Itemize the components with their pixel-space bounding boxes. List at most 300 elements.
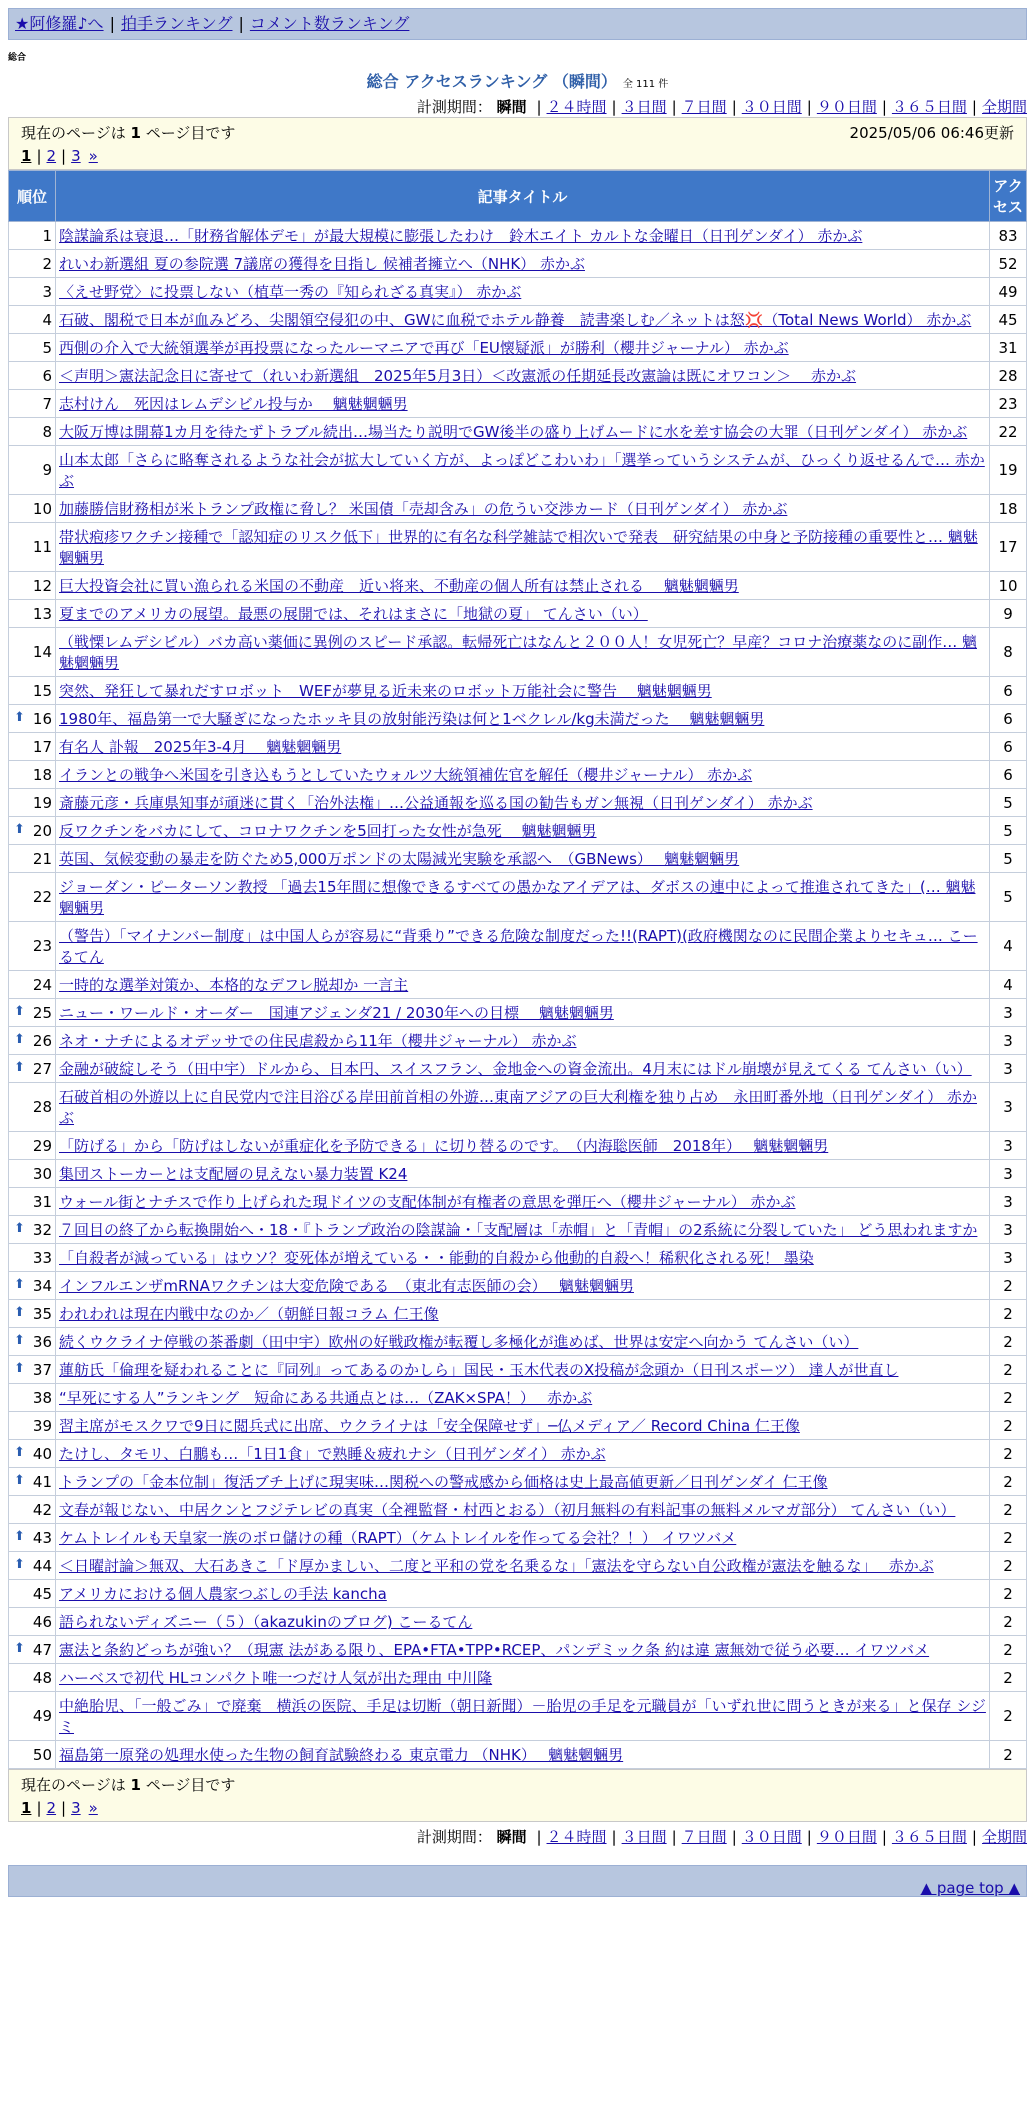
table-row: [9, 1328, 1027, 1356]
article-title-link[interactable]: 突然、発狂して暴れだすロボット WEFが夢見る近未来のロボット万能社会に警告 魑魅魍魎男: [59, 682, 712, 700]
rank-number: 22: [32, 888, 52, 906]
period-current: 瞬間: [496, 98, 527, 116]
rank-cell: [9, 1636, 56, 1664]
page-status: [21, 122, 235, 143]
rank-number: 27: [32, 1059, 52, 1078]
rank-cell: [9, 1244, 56, 1272]
table-row: [9, 1272, 1027, 1300]
access-count: 3: [990, 1244, 1027, 1272]
rank-up-arrow-icon: ⬆: [14, 1528, 25, 1544]
rank-cell: [9, 1552, 56, 1580]
header-access: アクセス: [990, 171, 1027, 222]
title-cell: [56, 250, 990, 278]
title-cell: [56, 600, 990, 628]
title-cell: [56, 446, 990, 495]
page-status-number: 1: [130, 1776, 141, 1794]
page-status: [21, 1774, 235, 1795]
article-title-link[interactable]: 石破、閣税で日本が血みどろ、尖閣領空侵犯の中、GWに血税でホテル静養 読書楽しむ／ネットは怒💢（Total News World） 赤かぶ: [59, 311, 972, 329]
rank-number: 11: [32, 538, 52, 556]
rank-number: 38: [32, 1388, 52, 1407]
rank-number: 29: [32, 1136, 52, 1155]
period-link[interactable]: ２４時間: [546, 1828, 607, 1846]
article-title-link[interactable]: たけし、タモリ、白鵬も…「1日1食」で熟睡＆疲れナシ（日刊ゲンダイ） 赤かぶ: [59, 1445, 606, 1463]
title-cell: [56, 628, 990, 677]
period-selector-bottom: [8, 1826, 1027, 1847]
access-count: 6: [990, 677, 1027, 705]
article-title-link[interactable]: イランとの戦争へ米国を引き込もうとしていたウォルツ大統領補佐官を解任（櫻井ジャーナル） 赤かぶ: [59, 766, 753, 784]
article-title-link[interactable]: ケムトレイルも天皇家一族のボロ儲けの種（RAPT）（ケムトレイルを作ってる会社？！） イワツバメ: [59, 1529, 737, 1547]
title-cell: [56, 1300, 990, 1328]
access-count: 22: [990, 418, 1027, 446]
page-status-prefix: 現在のページは: [21, 1776, 126, 1794]
access-count: 2: [990, 1412, 1027, 1440]
period-label: 計測期間：: [416, 98, 492, 116]
rank-cell: [9, 1328, 56, 1356]
rank-cell: [9, 1083, 56, 1132]
access-count: 31: [990, 334, 1027, 362]
period-link[interactable]: ３０日間: [741, 98, 802, 116]
title-cell: [56, 1356, 990, 1384]
rank-cell: [9, 1692, 56, 1741]
table-row: [9, 495, 1027, 523]
ranking-table: [8, 170, 1027, 1769]
article-title-link[interactable]: 有名人 訃報 2025年3-4月 魑魅魍魎男: [59, 738, 342, 756]
rank-number: 20: [32, 821, 52, 840]
rank-up-arrow-icon: ⬆: [14, 1220, 25, 1236]
title-cell: [56, 390, 990, 418]
article-title-link[interactable]: ニュー・ワールド・オーダー 国連アジェンダ21 / 2030年への目標 魑魅魍魎男: [59, 1004, 614, 1022]
article-title-link[interactable]: ジョーダン・ピーターソン教授 「過去15年間に想像できるすべての愚かなアイデアは、ダボスの連中によって推進されてきた」(… 魑魅魍魎男: [59, 878, 976, 917]
access-count: 5: [990, 789, 1027, 817]
title-cell: [56, 1692, 990, 1741]
article-title-link[interactable]: 蓮舫氏「倫理を疑われることに『同列』ってあるのかしら」国民・玉木代表のX投稿が念頭か（日刊スポーツ） 達人が世直し: [59, 1361, 899, 1379]
access-count: 2: [990, 1552, 1027, 1580]
title-cell: [56, 1468, 990, 1496]
rank-number: 32: [32, 1220, 52, 1239]
table-row: [9, 334, 1027, 362]
rank-cell: [9, 1216, 56, 1244]
access-count: 9: [990, 600, 1027, 628]
rank-up-arrow-icon: ⬆: [14, 1640, 25, 1656]
access-count: 23: [990, 390, 1027, 418]
period-separator: |: [971, 98, 977, 116]
article-title-link[interactable]: 反ワクチンをバカにして、コロナワクチンを5回打った女性が急死 魑魅魍魎男: [59, 822, 597, 840]
table-row: [9, 1412, 1027, 1440]
rank-number: 9: [42, 461, 52, 479]
rank-number: 14: [32, 643, 52, 661]
rank-cell: [9, 1580, 56, 1608]
table-row: [9, 789, 1027, 817]
article-title-link[interactable]: 文春が報じない、中居クンとフジテレビの真実（全裡監督・村西とおる）（初月無料の有料記事の無料メルマガ部分） てんさい（い）: [59, 1501, 956, 1519]
title-cell: [56, 1160, 990, 1188]
rank-number: 18: [32, 765, 52, 784]
table-row: [9, 362, 1027, 390]
article-title-link[interactable]: 憲法と条約どっちが強い？（現憲 法がある限り、EPA•FTA•TPP•RCEP、パンデミック条 約は違 憲無効で従う必要… イワツバメ: [59, 1641, 930, 1659]
table-row: [9, 523, 1027, 572]
access-count: 18: [990, 495, 1027, 523]
pager-current: 1: [21, 147, 32, 165]
table-row: [9, 1384, 1027, 1412]
rank-cell: [9, 1412, 56, 1440]
article-title-link[interactable]: ＜日曜討論＞無双、大石あきこ「ド厚かましい、二度と平和の党を名乗るな」「憲法を守らない自公政権が憲法を触るな」 赤かぶ: [59, 1557, 934, 1575]
rank-number: 10: [32, 499, 52, 518]
rank-up-arrow-icon: ⬆: [14, 821, 25, 837]
article-title-link[interactable]: 陰謀論系は衰退…「財務省解体デモ」が最大規模に膨張したわけ 鈴木エイト カルトな金曜日（日刊ゲンダイ） 赤かぶ: [59, 227, 863, 245]
rank-number: 42: [32, 1500, 52, 1519]
title-cell: [56, 1188, 990, 1216]
rank-number: 35: [32, 1304, 52, 1323]
access-count: 6: [990, 761, 1027, 789]
title-cell: [56, 222, 990, 250]
pager-link[interactable]: 3: [71, 147, 81, 165]
access-count: 2: [990, 1524, 1027, 1552]
article-title-link[interactable]: 続くウクライナ停戦の茶番劇（田中宇）欧州の好戦政権が転覆し多極化が進めば、世界は安定へ向かう てんさい（い）: [59, 1333, 859, 1351]
access-count: 5: [990, 873, 1027, 922]
pager-link[interactable]: »: [88, 147, 98, 165]
rank-cell: [9, 1384, 56, 1412]
article-title-link[interactable]: 西側の介入で大統領選挙が再投票になったルーマニアで再び「EU懐疑派」が勝利（櫻井ジャーナル） 赤かぶ: [59, 339, 789, 357]
period-link[interactable]: 全期間: [981, 1828, 1027, 1846]
table-row: [9, 873, 1027, 922]
title-cell: [56, 1741, 990, 1769]
period-separator: |: [806, 1828, 812, 1846]
rank-number: 13: [32, 604, 52, 623]
rank-number: 40: [32, 1444, 52, 1463]
period-link[interactable]: 全期間: [981, 98, 1027, 116]
period-link[interactable]: ３日間: [621, 98, 667, 116]
rank-cell: [9, 250, 56, 278]
article-title-link[interactable]: 帯状疱疹ワクチン接種で「認知症のリスク低下」世界的に有名な科学雑誌で相次いで発表 研究結果の中身と予防接種の重要性と… 魑魅魍魎男: [59, 528, 978, 567]
title-cell: [56, 1496, 990, 1524]
title-cell: [56, 1328, 990, 1356]
rank-number: 25: [32, 1003, 52, 1022]
access-count: 6: [990, 733, 1027, 761]
footer-bar: [8, 1865, 1027, 1897]
rank-cell: [9, 334, 56, 362]
rank-cell: [9, 789, 56, 817]
page-title-text: 総合 アクセスランキング （瞬間）: [366, 72, 617, 91]
category-label: 総合: [8, 53, 27, 63]
rank-number: 4: [42, 310, 52, 329]
rank-number: 39: [32, 1416, 52, 1435]
article-title-link[interactable]: 加藤勝信財務相が米トランプ政権に脅し？ 米国債「売却含み」の危うい交渉カード（日刊ゲンダイ） 赤かぶ: [59, 500, 788, 518]
page-top-link[interactable]: ▲ page top ▲: [920, 1879, 1020, 1897]
article-title-link[interactable]: ＜声明＞憲法記念日に寄せて（れいわ新選組 2025年5月3日）＜改憲派の任期延長改憲論は既にオワコン＞ 赤かぶ: [59, 367, 857, 385]
rank-number: 43: [32, 1528, 52, 1547]
period-separator: |: [671, 98, 677, 116]
page-status-prefix: 現在のページは: [21, 124, 126, 142]
rank-cell: [9, 418, 56, 446]
title-cell: [56, 1412, 990, 1440]
period-link[interactable]: ３０日間: [741, 1828, 802, 1846]
article-title-link[interactable]: 「自殺者が減っている」はウソ？変死体が増えている・・能動的自殺から他動的自殺へ！稀釈化される死！ 墨染: [59, 1249, 814, 1267]
pager-separator: |: [36, 147, 42, 165]
rank-number: 37: [32, 1360, 52, 1379]
rank-up-arrow-icon: ⬆: [14, 1556, 25, 1572]
rank-cell: [9, 705, 56, 733]
rank-number: 41: [32, 1472, 52, 1491]
access-count: 3: [990, 1027, 1027, 1055]
page-status-suffix: ページ目です: [145, 1776, 236, 1794]
rank-cell: [9, 495, 56, 523]
table-row: [9, 390, 1027, 418]
rank-cell: [9, 1524, 56, 1552]
article-title-link[interactable]: インフルエンザmRNAワクチンは大変危険である （東北有志医師の会） 魑魅魍魎男: [59, 1277, 634, 1295]
nav-separator: |: [238, 14, 244, 33]
rank-number: 45: [32, 1584, 52, 1603]
pager-link[interactable]: 2: [46, 147, 57, 165]
title-cell: [56, 334, 990, 362]
article-title-link[interactable]: 中絶胎児、「一般ごみ」で廃棄 横浜の医院、手足は切断（朝日新聞）－胎児の手足を元職員が「いずれ世に問うときが来る」と保存 シジミ: [59, 1697, 986, 1736]
rank-cell: [9, 572, 56, 600]
table-row: [9, 817, 1027, 845]
access-count: 8: [990, 628, 1027, 677]
article-title-link[interactable]: 集団ストーカーとは支配層の見えない暴力装置 K24: [59, 1165, 408, 1183]
rank-number: 36: [32, 1332, 52, 1351]
rank-up-arrow-icon: ⬆: [14, 709, 25, 725]
period-links: [531, 98, 1027, 116]
title-cell: [56, 418, 990, 446]
rank-cell: [9, 922, 56, 971]
rank-up-arrow-icon: ⬆: [14, 1304, 25, 1320]
table-row: [9, 1055, 1027, 1083]
access-count: 5: [990, 817, 1027, 845]
article-title-link[interactable]: ７回目の終了から転換開始へ・18・『トランプ政治の陰謀論・「支配層は「赤帽」と「青帽」の2系統に分裂していた」 どう思われますか: [59, 1221, 978, 1239]
period-link[interactable]: ７日間: [681, 98, 727, 116]
title-cell: [56, 1664, 990, 1692]
table-row: [9, 1244, 1027, 1272]
rank-cell: [9, 999, 56, 1027]
article-title-link[interactable]: 習主席がモスクワで9日に閲兵式に出席、ウクライナは「安全保障せず」─仏メディア／ Record China 仁王像: [59, 1417, 800, 1435]
period-link[interactable]: ３６５日間: [891, 1828, 967, 1846]
article-title-link[interactable]: （戦慄レムデシビル）バカ高い薬価に異例のスピード承認。転帰死亡はなんと２００人！女児死亡？早産？コロナ治療薬なのに副作… 魑魅魍魎男: [59, 633, 977, 672]
rank-number: 2: [42, 254, 52, 273]
article-title-link[interactable]: ハーベスで初代 HLコンパクト唯一つだけ人気が出た理由 中川隆: [59, 1669, 493, 1687]
rank-cell: [9, 1468, 56, 1496]
table-row: [9, 1524, 1027, 1552]
rank-number: 3: [42, 282, 52, 301]
article-title-link[interactable]: トランプの「金本位制」復活ブチ上げに現実味…関税への警戒感から価格は史上最高値更新／日刊ゲンダイ 仁王像: [59, 1473, 828, 1491]
period-label: 計測期間：: [416, 1828, 492, 1846]
rank-number: 5: [42, 338, 52, 357]
table-row: [9, 1636, 1027, 1664]
table-row: [9, 418, 1027, 446]
table-row: [9, 1496, 1027, 1524]
access-count: 10: [990, 572, 1027, 600]
article-title-link[interactable]: アメリカにおける個人農家つぶしの手法 kancha: [59, 1585, 387, 1603]
rank-number: 46: [32, 1612, 52, 1631]
title-cell: [56, 1055, 990, 1083]
access-count: 2: [990, 1328, 1027, 1356]
table-row: [9, 1083, 1027, 1132]
access-count: 4: [990, 971, 1027, 999]
article-title-link[interactable]: われわれは現在内戦中なのか／（朝鮮日報コラム 仁王像: [59, 1305, 439, 1323]
title-cell: [56, 1244, 990, 1272]
period-link[interactable]: ３６５日間: [891, 98, 967, 116]
access-count: 2: [990, 1300, 1027, 1328]
pager-links: [31, 147, 97, 165]
table-row: [9, 1692, 1027, 1741]
page-info-bottom: [8, 1769, 1027, 1822]
title-cell: [56, 789, 990, 817]
title-cell: [56, 1608, 990, 1636]
nav-link-clap-ranking[interactable]: 拍手ランキング: [120, 14, 233, 33]
article-title-link[interactable]: 山本太郎「さらに略奪されるような社会が拡大していく方が、よっぽどこわいわ」「選挙っていうシステムが、ひっくり返せるんで… 赤かぶ: [59, 451, 985, 490]
period-separator: |: [971, 1828, 977, 1846]
article-title-link[interactable]: 斎藤元彦・兵庫県知事が頑迷に貫く「治外法権」…公益通報を巡る国の勧告もガン無視（日刊ゲンダイ） 赤かぶ: [59, 794, 813, 812]
period-separator: |: [881, 1828, 887, 1846]
article-title-link[interactable]: （警告）「マイナンバー制度」は中国人らが容易に“背乗り”できる危険な制度だった!!(RAPT)(政府機関なのに民間企業よりセキュ… こーるてん: [59, 927, 978, 966]
table-row: [9, 1027, 1027, 1055]
table-row: [9, 845, 1027, 873]
rank-cell: [9, 1188, 56, 1216]
period-current: 瞬間: [496, 1828, 527, 1846]
access-count: 3: [990, 1188, 1027, 1216]
title-cell: [56, 1636, 990, 1664]
title-cell: [56, 705, 990, 733]
period-link[interactable]: ３日間: [621, 1828, 667, 1846]
article-title-link[interactable]: 金融が破綻しそう（田中宇）ドルから、日本円、スイスフラン、金地金への資金流出。4月末にはドル崩壊が見えてくる てんさい（い）: [59, 1060, 972, 1078]
rank-cell: [9, 845, 56, 873]
period-link[interactable]: ２４時間: [546, 98, 607, 116]
pagination-bottom: [21, 1799, 1014, 1817]
article-title-link[interactable]: 語られないディズニー（５）（akazukinのブログ) こーるてん: [59, 1613, 473, 1631]
table-row: [9, 1580, 1027, 1608]
rank-cell: [9, 362, 56, 390]
title-cell: [56, 1027, 990, 1055]
rank-cell: [9, 1496, 56, 1524]
page-status-number: 1: [130, 124, 141, 142]
table-header-row: [9, 171, 1027, 222]
article-title-link[interactable]: “早死にする人”ランキング 短命にある共通点とは…（ZAK×SPA！） 赤かぶ: [59, 1389, 593, 1407]
access-count: 2: [990, 1272, 1027, 1300]
rank-cell: [9, 817, 56, 845]
access-count: 83: [990, 222, 1027, 250]
pager-separator: |: [61, 1799, 67, 1817]
article-title-link[interactable]: 大阪万博は開幕1カ月を待たずトラブル続出…場当たり説明でGW後半の盛り上げムードに水を差す協会の大罪（日刊ゲンダイ） 赤かぶ: [59, 423, 968, 441]
table-row: [9, 1188, 1027, 1216]
article-title-link[interactable]: 夏までのアメリカの展望。最悪の展開では、それはまさに「地獄の夏」 てんさい（い）: [59, 605, 648, 623]
title-cell: [56, 873, 990, 922]
rank-cell: [9, 873, 56, 922]
period-separator: |: [536, 98, 542, 116]
access-count: 3: [990, 1160, 1027, 1188]
rank-cell: [9, 1608, 56, 1636]
access-count: 45: [990, 306, 1027, 334]
rank-cell: [9, 1300, 56, 1328]
title-cell: [56, 1552, 990, 1580]
rank-number: 49: [32, 1707, 52, 1725]
article-title-link[interactable]: 〈えせ野党〉に投票しない（植草一秀の『知られざる真実』） 赤かぶ: [59, 283, 522, 301]
period-link[interactable]: ７日間: [681, 1828, 727, 1846]
nav-separator: |: [109, 14, 115, 33]
title-cell: [56, 733, 990, 761]
access-count: 3: [990, 1083, 1027, 1132]
period-link[interactable]: ９０日間: [816, 98, 877, 116]
table-row: [9, 922, 1027, 971]
pager-link[interactable]: 2: [46, 1799, 57, 1817]
article-title-link[interactable]: 石破首相の外遊以上に自民党内で注目浴びる岸田前首相の外遊…東南アジアの巨大利権を独り占め 永田町番外地（日刊ゲンダイ） 赤かぶ: [59, 1088, 977, 1127]
rank-number: 1: [42, 226, 52, 245]
title-cell: [56, 677, 990, 705]
period-separator: |: [881, 98, 887, 116]
nav-link-comment-ranking[interactable]: コメント数ランキング: [249, 14, 410, 33]
rank-number: 34: [32, 1276, 52, 1295]
article-title-link[interactable]: 「防げる」から「防げはしないが重症化を予防できる」に切り替るのです。 （内海聡医師 2018年） 魑魅魍魎男: [59, 1137, 829, 1155]
title-cell: [56, 999, 990, 1027]
title-cell: [56, 362, 990, 390]
rank-cell: [9, 1055, 56, 1083]
rank-cell: [9, 390, 56, 418]
rank-cell: [9, 1272, 56, 1300]
table-row: [9, 1160, 1027, 1188]
rank-cell: [9, 1027, 56, 1055]
article-title-link[interactable]: 巨大投資会社に買い漁られる米国の不動産 近い将来、不動産の個人所有は禁止される 魑魅魍魎男: [59, 577, 739, 595]
pager-link[interactable]: 3: [71, 1799, 81, 1817]
title-cell: [56, 1272, 990, 1300]
rank-number: 17: [32, 737, 52, 756]
rank-number: 31: [32, 1192, 52, 1211]
table-row: [9, 1216, 1027, 1244]
table-row: [9, 733, 1027, 761]
rank-number: 21: [32, 849, 52, 868]
rank-number: 7: [42, 394, 52, 413]
rank-up-arrow-icon: ⬆: [14, 1003, 25, 1019]
article-title-link[interactable]: ネオ・ナチによるオデッサでの住民虐殺から11年（櫻井ジャーナル） 赤かぶ: [59, 1032, 577, 1050]
article-title-link[interactable]: 英国、気候変動の暴走を防ぐため5,000万ポンドの太陽減光実験を承認へ （GBNews） 魑魅魍魎男: [59, 850, 740, 868]
table-row: [9, 278, 1027, 306]
article-title-link[interactable]: ウォール街とナチスで作り上げられた現ドイツの支配体制が有権者の意思を弾圧へ（櫻井ジャーナル） 赤かぶ: [59, 1193, 796, 1211]
pager-link[interactable]: »: [88, 1799, 98, 1817]
table-row: [9, 250, 1027, 278]
article-title-link[interactable]: れいわ新選組 夏の参院選 7議席の獲得を目指し 候補者擁立へ（NHK） 赤かぶ: [59, 255, 585, 273]
pager-separator: |: [36, 1799, 42, 1817]
rank-cell: [9, 677, 56, 705]
access-count: 2: [990, 1384, 1027, 1412]
header-title: 記事タイトル: [56, 171, 990, 222]
article-title-link[interactable]: 福島第一原発の処理水使った生物の飼育試験終わる 東京電力 （NHK） 魑魅魍魎男: [59, 1746, 624, 1764]
rank-cell: [9, 1356, 56, 1384]
article-title-link[interactable]: 1980年、福島第一で大騒ぎになったホッキ貝の放射能汚染は何と1ベクレル/kg未満だった 魑魅魍魎男: [59, 710, 765, 728]
period-link[interactable]: ９０日間: [816, 1828, 877, 1846]
rank-number: 48: [32, 1668, 52, 1687]
nav-link-ashura[interactable]: ★阿修羅♪へ: [15, 14, 104, 33]
article-title-link[interactable]: 一時的な選挙対策か、本格的なデフレ脱却か 一言主: [59, 976, 409, 994]
access-count: 2: [990, 1496, 1027, 1524]
ranking-table-body: [9, 222, 1027, 1769]
access-count: 2: [990, 1664, 1027, 1692]
access-count: 3: [990, 1216, 1027, 1244]
access-count: 3: [990, 1055, 1027, 1083]
period-separator: |: [611, 1828, 617, 1846]
rank-cell: [9, 1160, 56, 1188]
total-count: 全 111 件: [622, 79, 669, 90]
rank-cell: [9, 600, 56, 628]
rank-number: 16: [32, 709, 52, 728]
table-row: [9, 628, 1027, 677]
table-row: [9, 705, 1027, 733]
rank-cell: [9, 971, 56, 999]
page-title: [8, 69, 1027, 92]
title-cell: [56, 817, 990, 845]
article-title-link[interactable]: 志村けん 死因はレムデシビル投与か 魑魅魍魎男: [59, 395, 408, 413]
access-count: 3: [990, 999, 1027, 1027]
table-row: [9, 1664, 1027, 1692]
title-cell: [56, 306, 990, 334]
access-count: 49: [990, 278, 1027, 306]
access-count: 6: [990, 705, 1027, 733]
rank-cell: [9, 1440, 56, 1468]
